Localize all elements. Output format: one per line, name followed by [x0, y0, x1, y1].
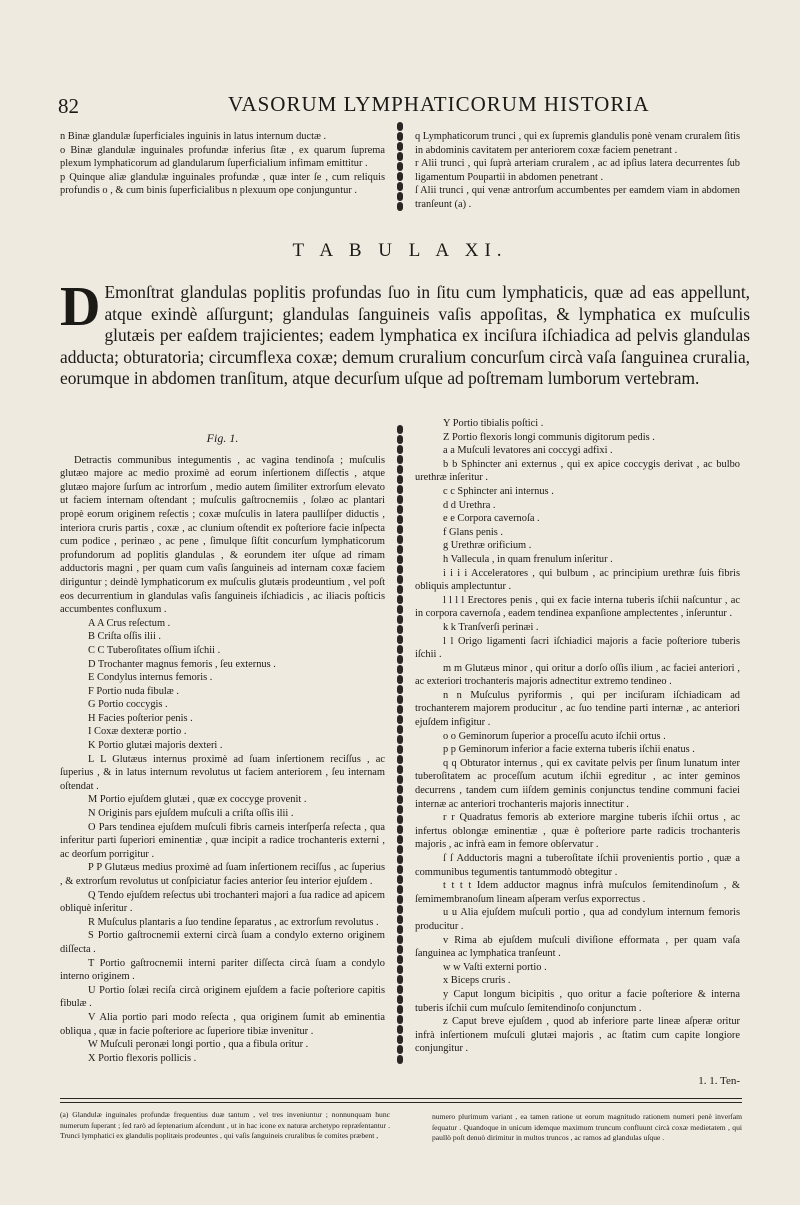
ornament-link — [397, 1005, 403, 1014]
ornament-link — [397, 182, 403, 191]
ornament-link — [397, 955, 403, 964]
ornament-link — [397, 715, 403, 724]
ornament-link — [397, 585, 403, 594]
legend-entry: p p Geminorum inferior a facie externa tuberis iſchii enatus . — [443, 744, 695, 756]
top-right-entry: ſ Alii trunci , qui venæ antrorſum accumbentes per eamdem viam in abdomen tranſeunt (a) . — [415, 185, 740, 210]
ornament-link — [397, 505, 403, 514]
legend-entry: d d Urethra . — [443, 499, 496, 511]
ornament-link — [397, 875, 403, 884]
legend-entry: l l Origo ligamenti ſacri iſchiadici majoris a facie poſteriore tuberis iſchii . — [415, 635, 740, 661]
legend-entry: C C Tuberoſitates oſſium iſchii . — [88, 644, 221, 656]
plate-title: T A B U L A XI. — [292, 240, 508, 261]
legend-entry: G Portio coccygis . — [88, 699, 168, 711]
column-divider-ornament — [396, 122, 404, 218]
legend-entry: k k Tranſverſi perinæi . — [443, 621, 539, 633]
top-left-entry: o Binæ glandulæ inguinales profundæ inferius ſitæ , ex quarum ſuprema plexum lymphaticorum ad glandularum ſuperficialium infimam emittitur . — [60, 144, 385, 170]
legend-entry: c c Sphincter ani internus . — [443, 485, 554, 497]
footnote-text: (a) Glandulæ inguinales profundæ frequentius duæ tantum , vel tres inveniuntur ; nonnunquam hunc numerum ſuperant ; ſed rarò ad ſeptenarium aſcendunt , ut in hac icone ex naturæ archetypo repræſentantur . Trunci lymphatici ex glandulis poplitæis prodeuntes , qui vaſis ſanguineis cruralibus ſe comites præbent , — [60, 1110, 390, 1141]
footnote-rule — [60, 1098, 742, 1099]
ornament-link — [397, 625, 403, 634]
running-header — [0, 92, 800, 126]
legend-entry: R Muſculus plantaris a ſuo tendine ſeparatus , ac extrorſum revolutus . — [88, 916, 379, 928]
legend-entry: o o Geminorum ſuperior a proceſſu acuto iſchii ortus . — [443, 730, 666, 742]
legend-entry: g Urethræ orificium . — [443, 540, 532, 552]
ornament-link — [397, 615, 403, 624]
ornament-link — [397, 935, 403, 944]
running-title: VASORUM LYMPHATICORUM HISTORIA — [228, 92, 650, 116]
ornament-link — [397, 785, 403, 794]
legend-entry: X Portio flexoris pollicis . — [88, 1052, 197, 1064]
top-left-column — [60, 130, 385, 198]
legend-entry: O Pars tendinea ejuſdem muſculi fibris carneis interſperſa reſecta , qua inferitur parti ſuperiori eminentiæ , quæ incipit a radice trochanteris externi , ac deorſum porrigitur . — [60, 821, 385, 860]
legend-entry: I Coxæ dexteræ portio . — [88, 726, 187, 738]
column-divider-ornament — [396, 425, 404, 1065]
ornament-link — [397, 945, 403, 954]
legend-entry: B Criſta oſſis ilii . — [88, 631, 162, 643]
ornament-link — [397, 645, 403, 654]
legend-entry: N Originis pars ejuſdem muſculi a criſta oſſis ilii . — [88, 808, 294, 820]
ornament-link — [397, 435, 403, 444]
ornament-link — [397, 925, 403, 934]
drop-capital: D — [60, 276, 101, 338]
legend-entry: y Caput longum bicipitis , quo oritur a facie poſteriore & interna tuberis iſchii cum muſculo ſemitendinoſo conjunctum . — [415, 988, 740, 1014]
ornament-link — [397, 635, 403, 644]
legend-entry: t t t t Idem adductor magnus infrà muſculos ſemitendinoſum , & ſemimembranoſum lineam aſperam verſus exporrectus . — [415, 880, 740, 905]
ornament-link — [397, 705, 403, 714]
legend-entry: b b Sphincter ani externus , qui ex apice coccygis derivat , ac bulbo urethræ inſeritur . — [415, 458, 740, 484]
legend-entry: S Portio gaſtrocnemii externi circà ſuam a condylo externo originem diſſecta . — [60, 930, 385, 955]
ornament-link — [397, 575, 403, 584]
footnote-text: numero plurimum variant , ea tamen ratione ut eorum magnitudo rationem numeri penè inverſam ſequatur . Quandoque in unicum idemque maximum truncum confluunt circà coxæ medietatem , qui paullò poſt denuò dirimitur in multos truncos , ac ramos ad glandulas uſque . — [432, 1112, 742, 1143]
figure-heading: Fig. 1. — [206, 431, 239, 445]
ornament-link — [397, 455, 403, 464]
legend-entry: n n Muſculus pyriformis , qui per inciſuram iſchiadicam ad trochanterem majorem producitur , ac ſuo tendine parti internæ , ac anteriori ejuſdem infigitur . — [415, 689, 740, 729]
legend-entry: a a Muſculi levatores ani coccygi adfixi . — [443, 445, 613, 457]
legend-entry: m m Glutæus minor , qui oritur a dorſo oſſis ilium , ac faciei anteriori , ac exteriori trochanteris majoris adnectitur extremo tendineo . — [415, 662, 740, 688]
legend-entry: f Glans penis . — [443, 526, 504, 538]
ornament-link — [397, 865, 403, 874]
ornament-link — [397, 132, 403, 141]
ornament-link — [397, 1015, 403, 1024]
ornament-link — [397, 985, 403, 994]
ornament-link — [397, 535, 403, 544]
ornament-link — [397, 192, 403, 201]
introduction-text: Emonſtrat glandulas poplitis profundas ſuo in ſitu cum lymphaticis, quæ ad eas appellunt, atque exindè aſſurgunt; glandulas ſanguineis vaſis appoſitas, & lymphatica ex muſculis glutæis per eaſdem trajicientes; eadem lymphatica ex inciſura iſchiadica ad pelvis glandulas adducta; obturatoria; circumflexa coxæ; demum cruralium concurſum circà vaſa ſanguinea cruralia, eorumque in abdomen tranſitum, atque decurſum uſque ad poſtremam lumborum vertebram. — [60, 282, 751, 389]
legend-entry: Y Portio tibialis poſtici . — [443, 418, 544, 429]
ornament-link — [397, 485, 403, 494]
legend-entry: z Caput breve ejuſdem , quod ab inferiore parte lineæ aſperæ oritur infrà inſertionem muſculi glutæi majoris , ac ſtatim cum capite longiore conjungitur . — [415, 1016, 740, 1055]
ornament-link — [397, 695, 403, 704]
legend-entry: W Muſculi peronæi longi portio , qua a fibula oritur . — [88, 1039, 309, 1051]
ornament-link — [397, 565, 403, 574]
legend-entry: U Portio ſolæi reciſa circà originem ejuſdem a facie poſteriore capitis fibulæ . — [60, 984, 385, 1010]
left-column — [60, 432, 385, 1065]
ornament-link — [397, 885, 403, 894]
legend-entry: x Biceps cruris . — [443, 975, 511, 987]
top-right-entry: q Lymphaticorum trunci , qui ex ſupremis glandulis ponè venam cruralem ſitis in abdominis cavitatem per anteriorem coxæ faciem penetrant . — [415, 131, 740, 156]
legend-entry: A A Crus reſectum . — [88, 617, 171, 629]
legend-entry: e e Corpora cavernoſa . — [443, 513, 540, 525]
legend-entry: F Portio nuda fibulæ . — [88, 685, 179, 697]
ornament-link — [397, 855, 403, 864]
legend-entry: v Rima ab ejuſdem muſculi diviſione efformata , per quam vaſa ſanguinea ac lymphatica tranſeunt . — [415, 934, 740, 960]
legend-entry: r r Quadratus femoris ab exteriore margine tuberis iſchii ortus , ac infertus oblongæ eminentiæ , quæ è poſteriore parte radicis trochanteris majoris , ac infrà eam in femore obſervatur . — [415, 812, 740, 851]
ornament-link — [397, 835, 403, 844]
ornament-link — [397, 545, 403, 554]
legend-entry: H Facies poſterior penis . — [88, 712, 193, 724]
ornament-link — [397, 595, 403, 604]
legend-entry: P P Glutæus medius proximè ad ſuam inſertionem reciſſus , ac ſuperius , & extrorſum revolutus ut conſpiciatur facies anterior ſeu interior ejuſdem . — [60, 862, 385, 887]
ornament-link — [397, 475, 403, 484]
ornament-link — [397, 765, 403, 774]
legend-entry: T Portio gaſtrocnemii interni pariter diſſecta circà ſuam a condylo interno originem . — [60, 957, 385, 983]
ornament-link — [397, 965, 403, 974]
ornament-link — [397, 995, 403, 1004]
ornament-link — [397, 515, 403, 524]
ornament-link — [397, 815, 403, 824]
ornament-link — [397, 775, 403, 784]
footnote-rule — [60, 1102, 742, 1103]
legend-entry: D Trochanter magnus femoris , ſeu externus . — [88, 658, 276, 670]
top-right-entry: r Alii trunci , qui ſuprà arteriam cruralem , ac ad ipſius latera decurrentes ſub ligamentum Poupartii in abdomen penetrant . — [415, 158, 740, 183]
catchword: 1. 1. Ten- — [698, 1075, 740, 1087]
ornament-link — [397, 495, 403, 504]
top-left-entry: p Quinque aliæ glandulæ inguinales profundæ , quæ inter ſe , cum reliquis profundis o , & cum binis ſuperficialibus n plexuum ope conjunguntur . — [60, 171, 385, 197]
ornament-link — [397, 895, 403, 904]
ornament-link — [397, 755, 403, 764]
ornament-link — [397, 745, 403, 754]
ornament-link — [397, 465, 403, 474]
legend-entry: M Portio ejuſdem glutæi , quæ ex coccyge provenit . — [88, 794, 307, 806]
ornament-link — [397, 1035, 403, 1044]
ornament-link — [397, 1045, 403, 1054]
ornament-link — [397, 445, 403, 454]
plate-introduction — [60, 276, 751, 390]
ornament-link — [397, 845, 403, 854]
legend-entry: w w Vaſti externi portio . — [443, 961, 547, 973]
ornament-link — [397, 1025, 403, 1034]
legend-entry: ſ ſ Adductoris magni a tuberoſitate iſchii provenientis portio , quæ a communibus tegumentis tantummodò obtegitur . — [415, 853, 740, 878]
legend-entry: q q Obturator internus , qui ex cavitate pelvis per ſinum lunatum inter tuberoſitatem ac proceſſum acutum iſchii egreditur , ac inter geminos decurrens , tandem cum iiſdem geminis conjunctus tendine communi faciei internæ ac anteriori trochanteris majoris innectitur . — [415, 757, 740, 810]
ornament-link — [397, 202, 403, 211]
ornament-link — [397, 795, 403, 804]
legend-entry: i i i i Acceleratores , qui bulbum , ac principium urethræ ſuis fibris obliquis amplectuntur . — [415, 567, 740, 593]
ornament-link — [397, 525, 403, 534]
ornament-link — [397, 555, 403, 564]
legend-entry: Z Portio flexoris longi communis digitorum pedis . — [443, 431, 655, 443]
legend-entry: V Alia portio pari modo reſecta , qua originem ſumit ab eminentia obliqua , quæ in facie poſteriore ac ſuperiore tibiæ invenitur . — [60, 1011, 385, 1037]
ornament-link — [397, 665, 403, 674]
footnote-left — [60, 1110, 390, 1142]
ornament-link — [397, 655, 403, 664]
ornament-link — [397, 975, 403, 984]
top-left-entry: n Binæ glandulæ ſuperficiales inguinis in latus internum ductæ . — [60, 131, 327, 142]
ornament-link — [397, 162, 403, 171]
page-number: 82 — [58, 94, 79, 118]
ornament-link — [397, 1055, 403, 1064]
legend-entry: E Condylus internus femoris . — [88, 672, 213, 684]
legend-entry: Q Tendo ejuſdem reſectus ubi trochanteri majori a ſua radice ad apicem obliquè inſeritur . — [60, 889, 385, 915]
ornament-link — [397, 675, 403, 684]
ornament-link — [397, 825, 403, 834]
ornament-link — [397, 805, 403, 814]
ornament-link — [397, 725, 403, 734]
legend-entry: l l l l Erectores penis , qui ex facie interna tuberis iſchii naſcuntur , ac in corpora cavernoſa , eadem tendinea expanſione amplectentes , inſeruntur . — [415, 594, 740, 620]
right-column — [415, 417, 740, 1056]
figure-description: Detractis communibus integumentis , ac vagina tendinoſa ; muſculis glutæo majore ac medio proximè ad eorum inſertionem diſſectis , atque glutæo majore ſurſum ac introrſum , medio autem ſimiliter extrorſum elevato ut faciem internam oſtendant ; muſculis gaſtrocnemiis , ſolæo ac plantari propè eorum originem reſectis ; coxæ muſculis in latera paulliſper diductis , interiora cruris partis , coxæ , ac clunium oſtendit ex poſteriore facie inſpecta cum podice , perinæo , ac pene , ſimulque ſiſtit concurſum lymphaticorum profundorum ad poplitis glandulas , & eorundem iter uſque ad rimam adductoris magni , per quam cum vaſis ſanguineis ad internam coxæ faciem diriguntur ; deindè lymphaticorum ex muſculis glutæis prodeuntium , vel poſt eos decurrentium in glandulas vaſis ſanguineis iſchiadicis , ac iliacis poſticis accumbentes confluxum . — [60, 454, 385, 616]
ornament-link — [397, 685, 403, 694]
legend-entry: u u Alia ejuſdem muſculi portio , qua ad condylum internum femoris producitur . — [415, 907, 740, 932]
ornament-link — [397, 172, 403, 181]
ornament-link — [397, 142, 403, 151]
top-right-column — [415, 130, 740, 212]
ornament-link — [397, 735, 403, 744]
ornament-link — [397, 905, 403, 914]
ornament-link — [397, 152, 403, 161]
legend-entry: h Vallecula , in quam frenulum inſeritur . — [443, 553, 613, 565]
ornament-link — [397, 605, 403, 614]
ornament-link — [397, 915, 403, 924]
footnote-right — [432, 1112, 742, 1144]
ornament-link — [397, 122, 403, 131]
legend-entry: L L Glutæus internus proximè ad ſuam inſertionem reciſſus , ac ſuperius , & in latus internum revolutus ut faciem anteriorem , ſeu internam oſtendat . — [60, 753, 385, 792]
legend-entry: K Portio glutæi majoris dexteri . — [88, 740, 223, 752]
ornament-link — [397, 425, 403, 434]
